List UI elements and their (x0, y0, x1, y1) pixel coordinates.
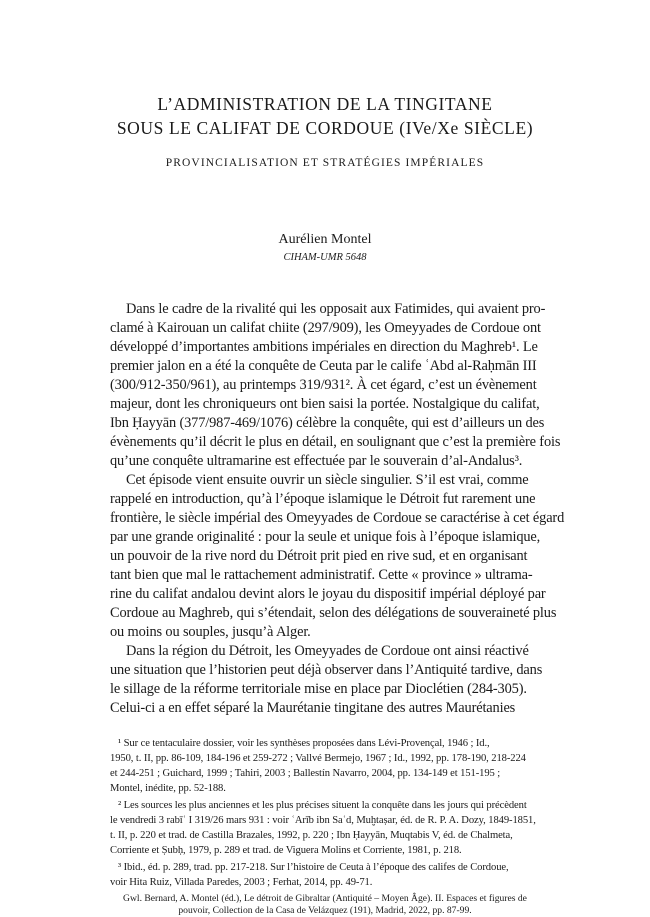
footnote-line: Montel, inédite, pp. 52-188. (110, 783, 226, 794)
body-line: majeur, dont les chroniqueurs ont bien saisi la portée. Nostalgique du califat, (110, 396, 540, 412)
body-line: ou moins ou souples, jusqu’à Alger. (110, 624, 311, 640)
author-affiliation: CIHAM-UMR 5648 (283, 252, 367, 263)
citation-line-1: Gwl. Bernard, A. Montel (éd.), Le détroit de Gibraltar (Antiquité – Moyen Âge). II. Espaces et figures de (123, 893, 527, 904)
footnote-line: ³ Ibid., éd. p. 289, trad. pp. 217-218. Sur l’histoire de Ceuta à l’époque des califes de Cordoue, (118, 862, 509, 873)
body-line: rappelé en introduction, qu’à l’époque islamique le Détroit fut rarement une (110, 491, 536, 507)
footnote-line: et 244-251 ; Guichard, 1999 ; Tahiri, 2003 ; Ballestín Navarro, 2004, pp. 134-149 et 151-195 ; (110, 768, 501, 779)
body-line: Celui-ci a en effet séparé la Maurétanie tingitane des autres Maurétanies (110, 700, 516, 716)
footnote-line: voir Hita Ruiz, Villada Paredes, 2003 ; Ferhat, 2014, pp. 49-71. (110, 877, 373, 888)
footnote-line: t. II, p. 220 et trad. de Castilla Brazales, 1992, p. 220 ; Ibn Ḥayyān, Muqtabis V, éd. de Chalmeta, (110, 830, 513, 841)
body-line: (300/912-350/961), au printemps 319/931². À cet égard, c’est un évènement (110, 377, 537, 393)
footnote-line: Corriente et Ṣubḥ, 1979, p. 289 et trad. de Viguera Molins et Corriente, 1981, p. 218. (110, 845, 462, 856)
body-line: clamé à Kairouan un califat chiite (297/909), les Omeyyades de Cordoue ont (110, 320, 541, 336)
body-line: tant bien que mal le rattachement administratif. Cette « province » ultrama- (110, 567, 533, 583)
body-line: premier jalon en a été la conquête de Ceuta par le calife ʿAbd al-Raḥmān III (110, 358, 537, 374)
body-line: le sillage de la réforme territoriale mise en place par Dioclétien (284-305). (110, 681, 527, 697)
body-line: une situation que l’historien peut déjà observer dans l’Antiquité tardive, dans (110, 662, 543, 678)
author-name: Aurélien Montel (278, 232, 372, 247)
body-line: évènements qu’il décrit le plus en détail, en soulignant que c’est la première fois (110, 434, 561, 450)
footnote-line: ¹ Sur ce tentaculaire dossier, voir les synthèses proposées dans Lévi-Provençal, 1946 ; Id., (118, 738, 490, 749)
body-line: développé d’importantes ambitions impériales en direction du Maghreb¹. Le (110, 339, 538, 355)
body-line: Dans la région du Détroit, les Omeyyades de Cordoue ont ainsi réactivé (126, 643, 529, 659)
body-line: Dans le cadre de la rivalité qui les opposait aux Fatimides, qui avaient pro- (126, 301, 546, 317)
body-line: Cet épisode vient ensuite ouvrir un siècle singulier. S’il est vrai, comme (126, 472, 529, 488)
chapter-title-line-2: SOUS LE CALIFAT DE CORDOUE (IVe/Xe SIÈCLE) (116, 118, 534, 138)
chapter-title-line-1: L’ADMINISTRATION DE LA TINGITANE (157, 94, 493, 114)
body-line: un pouvoir de la rive nord du Détroit prit pied en rive sud, et en organisant (110, 548, 528, 564)
body-line: Cordoue au Maghreb, qui s’étendait, selon des délégations de souveraineté plus (110, 605, 557, 621)
body-line: rine du califat andalou devint alors le joyau du dispositif impérial déployé par (110, 586, 546, 602)
footnote-line: 1950, t. II, pp. 86-109, 184-196 et 259-272 ; Vallvé Bermejo, 1967 ; Id., 1992, pp. 178-190, 218-224 (110, 753, 526, 764)
body-line: qu’une conquête ultramarine est effectuée par le souverain d’al-Andalus³. (110, 453, 523, 469)
body-line: frontière, le siècle impérial des Omeyyades de Cordoue se caractérise à cet égard (110, 510, 565, 526)
citation-line-2: pouvoir, Collection de la Casa de Velázquez (191), Madrid, 2022, pp. 87-99. (178, 905, 472, 916)
footnote-line: le vendredi 3 rabīʿ I 319/26 mars 931 : voir ʿArīb ibn Saʿd, Muḫtaṣar, éd. de R. P. A. Dozy, 1849-1851, (110, 815, 536, 826)
body-line: Ibn Ḥayyān (377/987-469/1076) célèbre la conquête, qui est d’ailleurs un des (110, 415, 545, 431)
footnote-line: ² Les sources les plus anciennes et les plus précises situent la conquête dans les jours qui précèdent (118, 800, 527, 811)
chapter-subtitle: PROVINCIALISATION ET STRATÉGIES IMPÉRIALES (165, 157, 485, 169)
body-line: par une grande originalité : pour la seule et unique fois à l’époque islamique, (110, 529, 541, 545)
